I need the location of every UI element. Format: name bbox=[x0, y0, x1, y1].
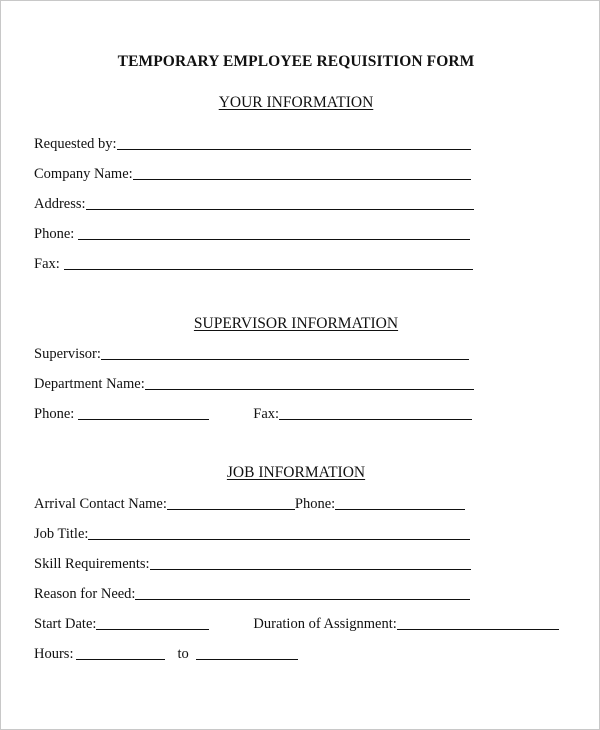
hours-to-field[interactable] bbox=[196, 645, 298, 660]
requested-by-field[interactable] bbox=[117, 135, 471, 150]
phone-label: Phone: bbox=[34, 226, 75, 242]
supervisor-field[interactable] bbox=[101, 345, 469, 360]
supervisor-fax-field[interactable] bbox=[279, 405, 472, 420]
hours-from-field[interactable] bbox=[76, 645, 165, 660]
supervisor-phone-fax-row bbox=[34, 403, 472, 423]
supervisor-phone-field[interactable] bbox=[78, 405, 209, 420]
supervisor-label: Supervisor: bbox=[34, 346, 101, 362]
company-name-field[interactable] bbox=[133, 165, 471, 180]
arrival-contact-phone-field[interactable] bbox=[335, 495, 465, 510]
fax-label: Fax: bbox=[34, 256, 60, 272]
job-title-field[interactable] bbox=[88, 525, 470, 540]
requested-by-row bbox=[34, 133, 471, 153]
section-heading-your-information: YOUR INFORMATION bbox=[218, 94, 374, 111]
skill-requirements-row bbox=[34, 553, 471, 573]
company-name-row bbox=[34, 163, 471, 183]
phone-field[interactable] bbox=[78, 225, 470, 240]
supervisor-fax-label: Fax: bbox=[253, 406, 280, 422]
job-title-label: Job Title: bbox=[34, 526, 89, 542]
skill-requirements-label: Skill Requirements: bbox=[34, 556, 150, 572]
supervisor-phone-label: Phone: bbox=[34, 406, 75, 422]
section-heading-supervisor-information: SUPERVISOR INFORMATION bbox=[193, 315, 399, 332]
hours-label: Hours: bbox=[34, 646, 74, 662]
address-row bbox=[34, 193, 474, 213]
reason-for-need-row bbox=[34, 583, 470, 603]
start-date-field[interactable] bbox=[96, 615, 209, 630]
fax-row bbox=[34, 253, 473, 273]
phone-row bbox=[34, 223, 470, 243]
hours-row bbox=[34, 643, 298, 663]
address-label: Address: bbox=[34, 196, 86, 212]
job-title-row bbox=[34, 523, 470, 543]
arrival-contact-phone-label: Phone: bbox=[294, 496, 336, 512]
start-date-duration-row bbox=[34, 613, 559, 633]
fax-field[interactable] bbox=[64, 255, 473, 270]
hours-to-label: to bbox=[177, 646, 189, 662]
arrival-contact-name-field[interactable] bbox=[167, 495, 295, 510]
company-name-label: Company Name: bbox=[34, 166, 133, 182]
duration-of-assignment-label: Duration of Assignment: bbox=[253, 616, 397, 632]
reason-for-need-field[interactable] bbox=[135, 585, 470, 600]
department-name-label: Department Name: bbox=[34, 376, 145, 392]
department-name-row bbox=[34, 373, 474, 393]
form-title: TEMPORARY EMPLOYEE REQUISITION FORM bbox=[117, 53, 475, 70]
arrival-contact-row bbox=[34, 493, 465, 513]
skill-requirements-field[interactable] bbox=[150, 555, 471, 570]
requested-by-label: Requested by: bbox=[34, 136, 117, 152]
address-field[interactable] bbox=[86, 195, 474, 210]
section-heading-job-information: JOB INFORMATION bbox=[226, 464, 366, 481]
department-name-field[interactable] bbox=[145, 375, 474, 390]
reason-for-need-label: Reason for Need: bbox=[34, 586, 136, 602]
start-date-label: Start Date: bbox=[34, 616, 97, 632]
supervisor-row bbox=[34, 343, 469, 363]
arrival-contact-name-label: Arrival Contact Name: bbox=[34, 496, 167, 512]
duration-of-assignment-field[interactable] bbox=[397, 615, 559, 630]
